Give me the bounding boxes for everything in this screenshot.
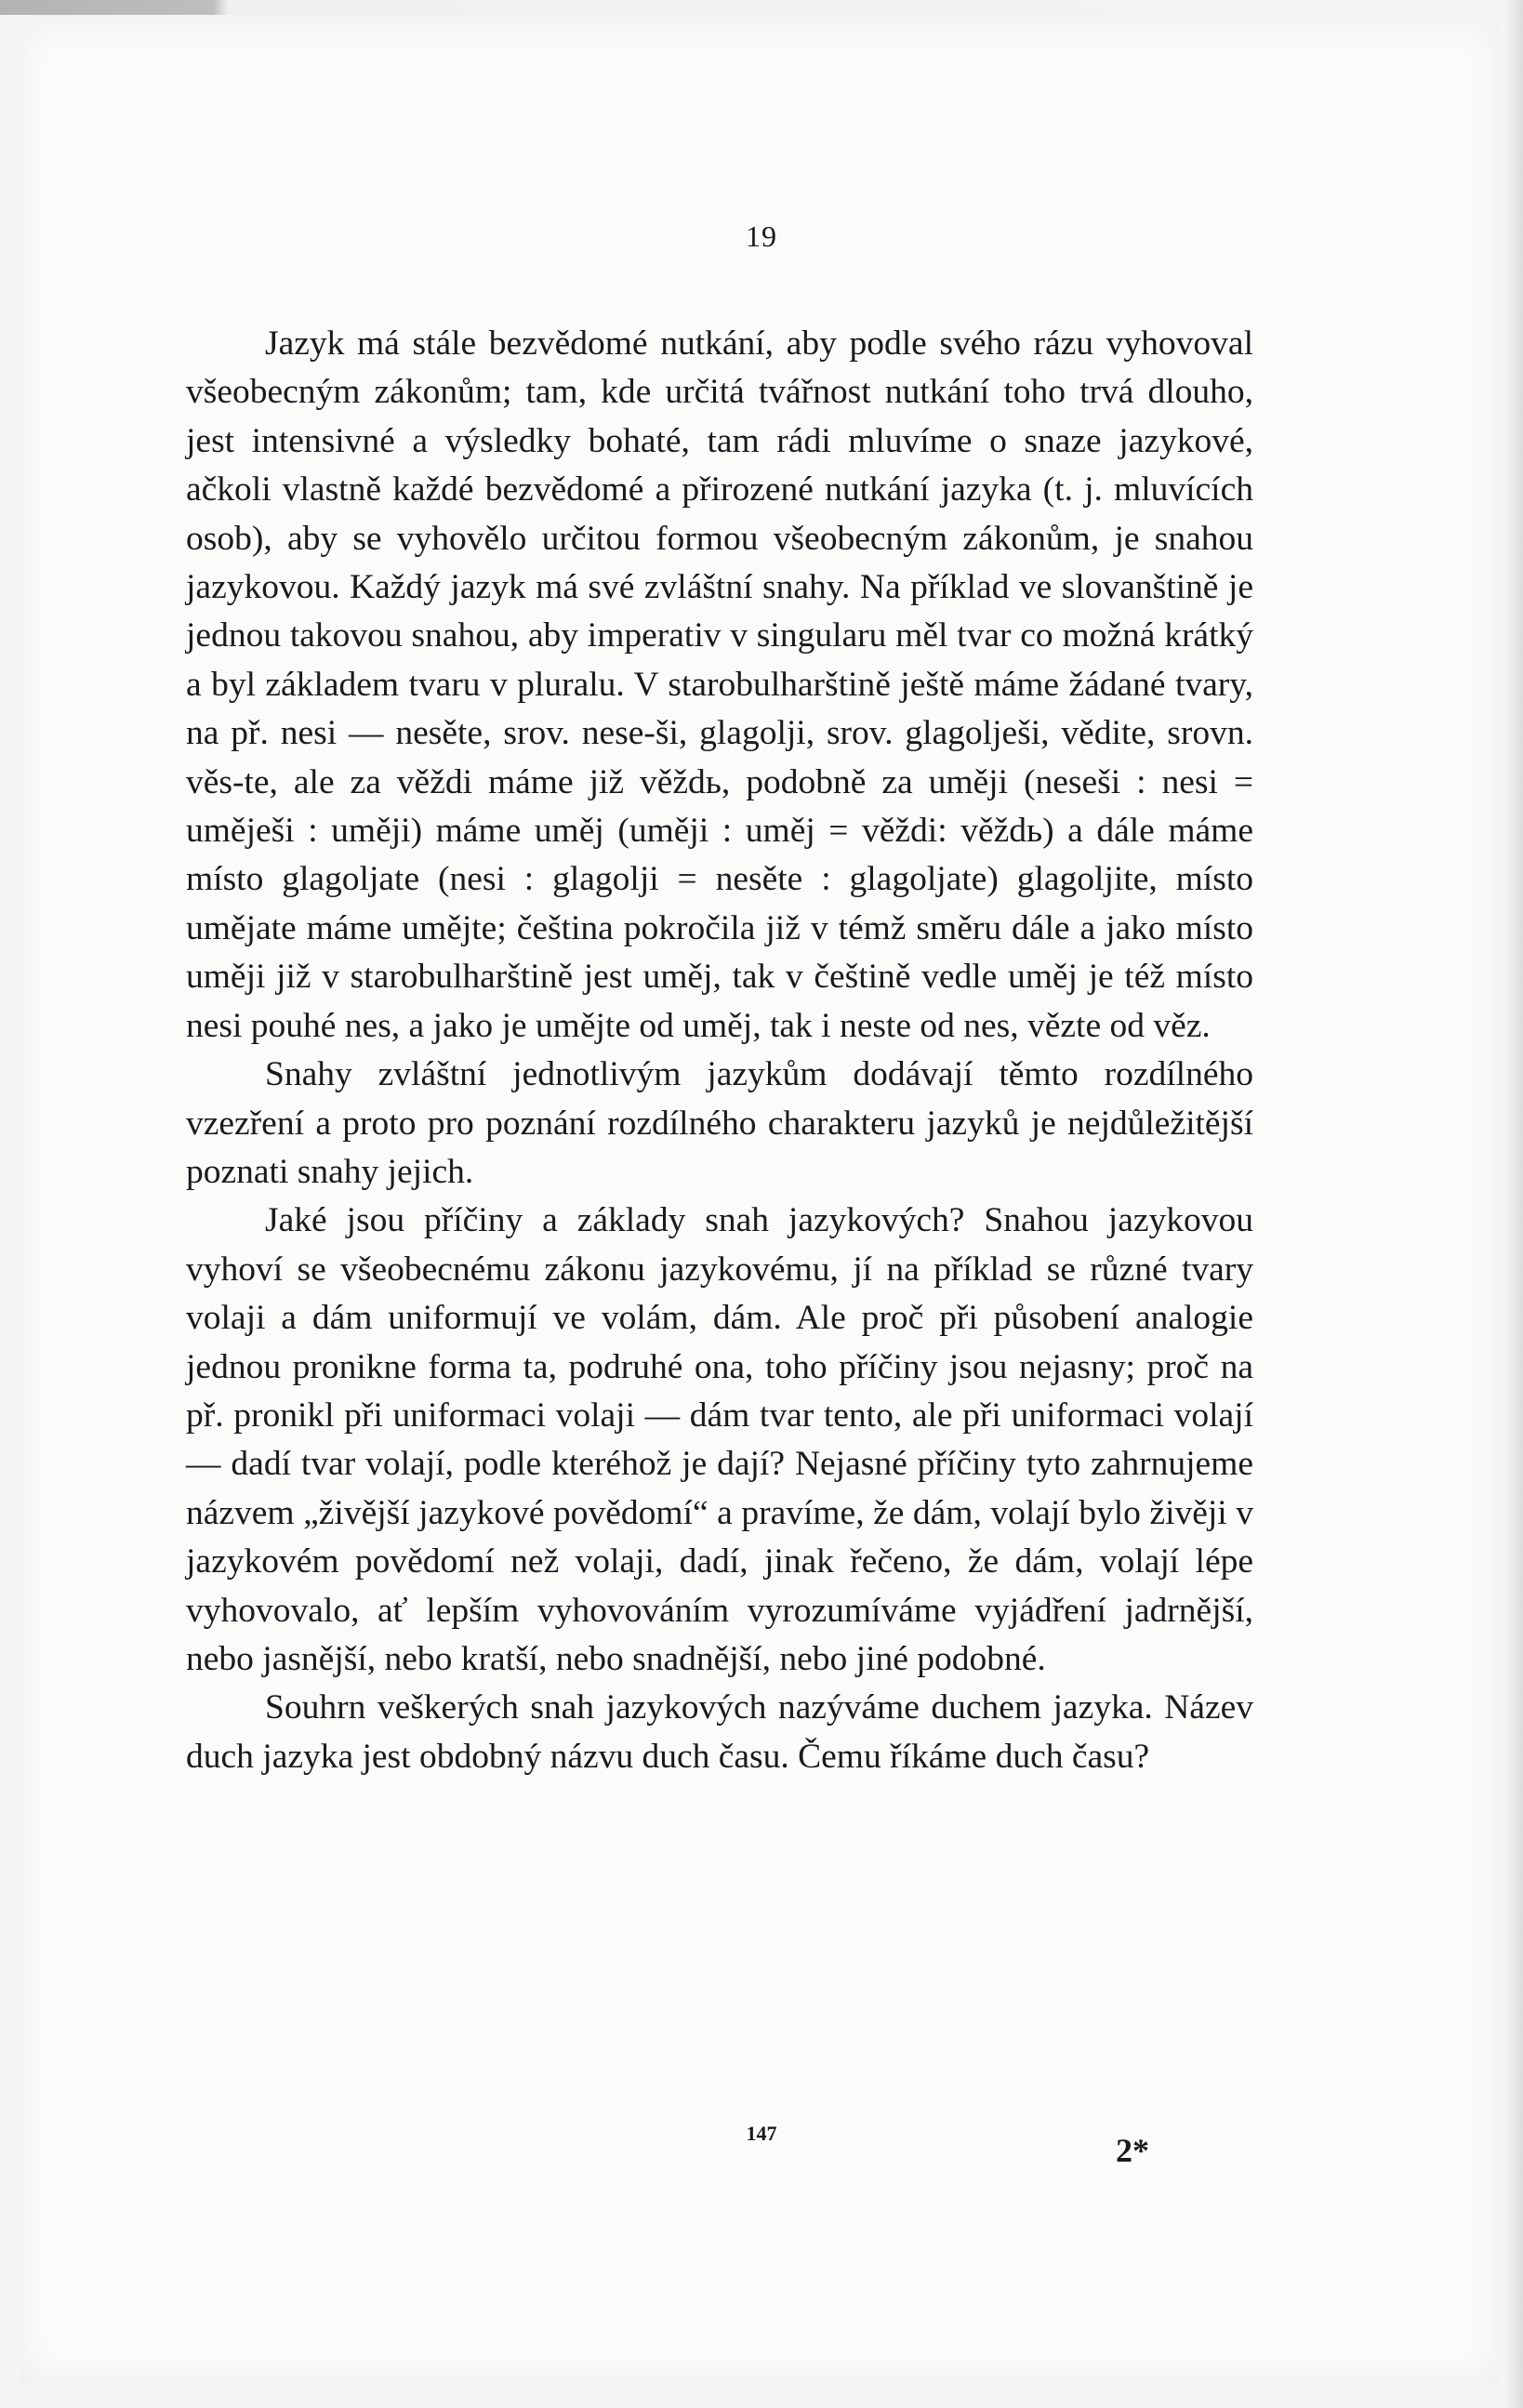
paragraph-1: Jazyk má stále bezvědomé nutkání, aby podle svého rázu vyhovoval všeobecným zákonům; tam, kde určitá tvářnost nutkání toho trvá dlouho, jest intensivné a výsledky bohaté, tam rádi mluvíme o snaze jazykové, ačkoli vlastně každé bezvědomé a přirozené nutkání jazyka (t. j. mluvících osob), aby se vyhovělo určitou formou všeobecným zákonům, je snahou jazykovou. Každý jazyk má své zvláštní snahy. Na příklad ve slovanštině je jednou takovou snahou, aby imperativ v singularu měl tvar co možná krátký a byl základem tvaru v pluralu. V starobulharštině ještě máme žádané tvary, na př. nesi — nesěte, srov. nese-ši, glagolji, srov. glagolješi, vědite, srovn. věs-te, ale za věždi máme již věždь, podobně za uměji (neseši : nesi = uměješi : uměji) máme uměj (uměji : uměj = věždi: věždь) a dále máme místo glagoljate (nesi : glagolji = nesěte : glagoljate) glagoljite, místo umějate máme umějte; čeština pokročila již v témž směru dále a jako místo uměji již v starobulharštině jest uměj, tak v češtině vedle uměj je též místo nesi pouhé nes, a jako je umějte od uměj, tak i neste od nes, vězte od věz. [186, 324, 1253, 1045]
paragraph-3: Jaké jsou příčiny a základy snah jazykových? Snahou jazykovou vyhoví se všeobecnému zákonu jazykovému, jí na příklad se různé tvary volaji a dám uniformují ve volám, dám. Ale proč při působení analogie jednou pronikne forma ta, podruhé ona, toho příčiny jsou nejasny; proč na př. pronikl při uniformaci volaji — dám tvar tento, ale při uniformaci volají — dadí tvar volají, podle kteréhož je dají? Nejasné příčiny tyto zahrnujeme názvem „živější jazykové povědomí“ a pravíme, že dám, volají bylo živěji v jazykovém povědomí než volaji, dadí, jinak řečeno, že dám, volají lépe vyhovovalo, ať lepším vyhovováním vyrozumíváme vyjádření jadrnější, nebo jasnější, nebo kratší, nebo snadnější, nebo jiné podobné. [186, 1201, 1253, 1678]
paragraph-2: Snahy zvláštní jednotlivým jazykům dodávají těmto rozdílného vzezření a proto pro poznání rozdílného charakteru jazyků je nejdůležitější poznati snahy jejich. [186, 1055, 1253, 1191]
printer-signature [0, 2122, 1523, 2168]
signature-number: 147 [746, 2122, 777, 2145]
scan-right-edge [1504, 0, 1523, 2408]
paragraph-4: Souhrn veškerých snah jazykových nazýváme duchem jazyka. Název duch jazyka jest obdobný názvu duch času. Čemu říkáme duch času? [186, 1688, 1253, 1776]
body-text [186, 320, 1253, 1781]
signature-mark: 2* [1116, 2132, 1149, 2169]
scan-top-edge [0, 0, 1523, 15]
page-number: 19 [746, 219, 777, 253]
